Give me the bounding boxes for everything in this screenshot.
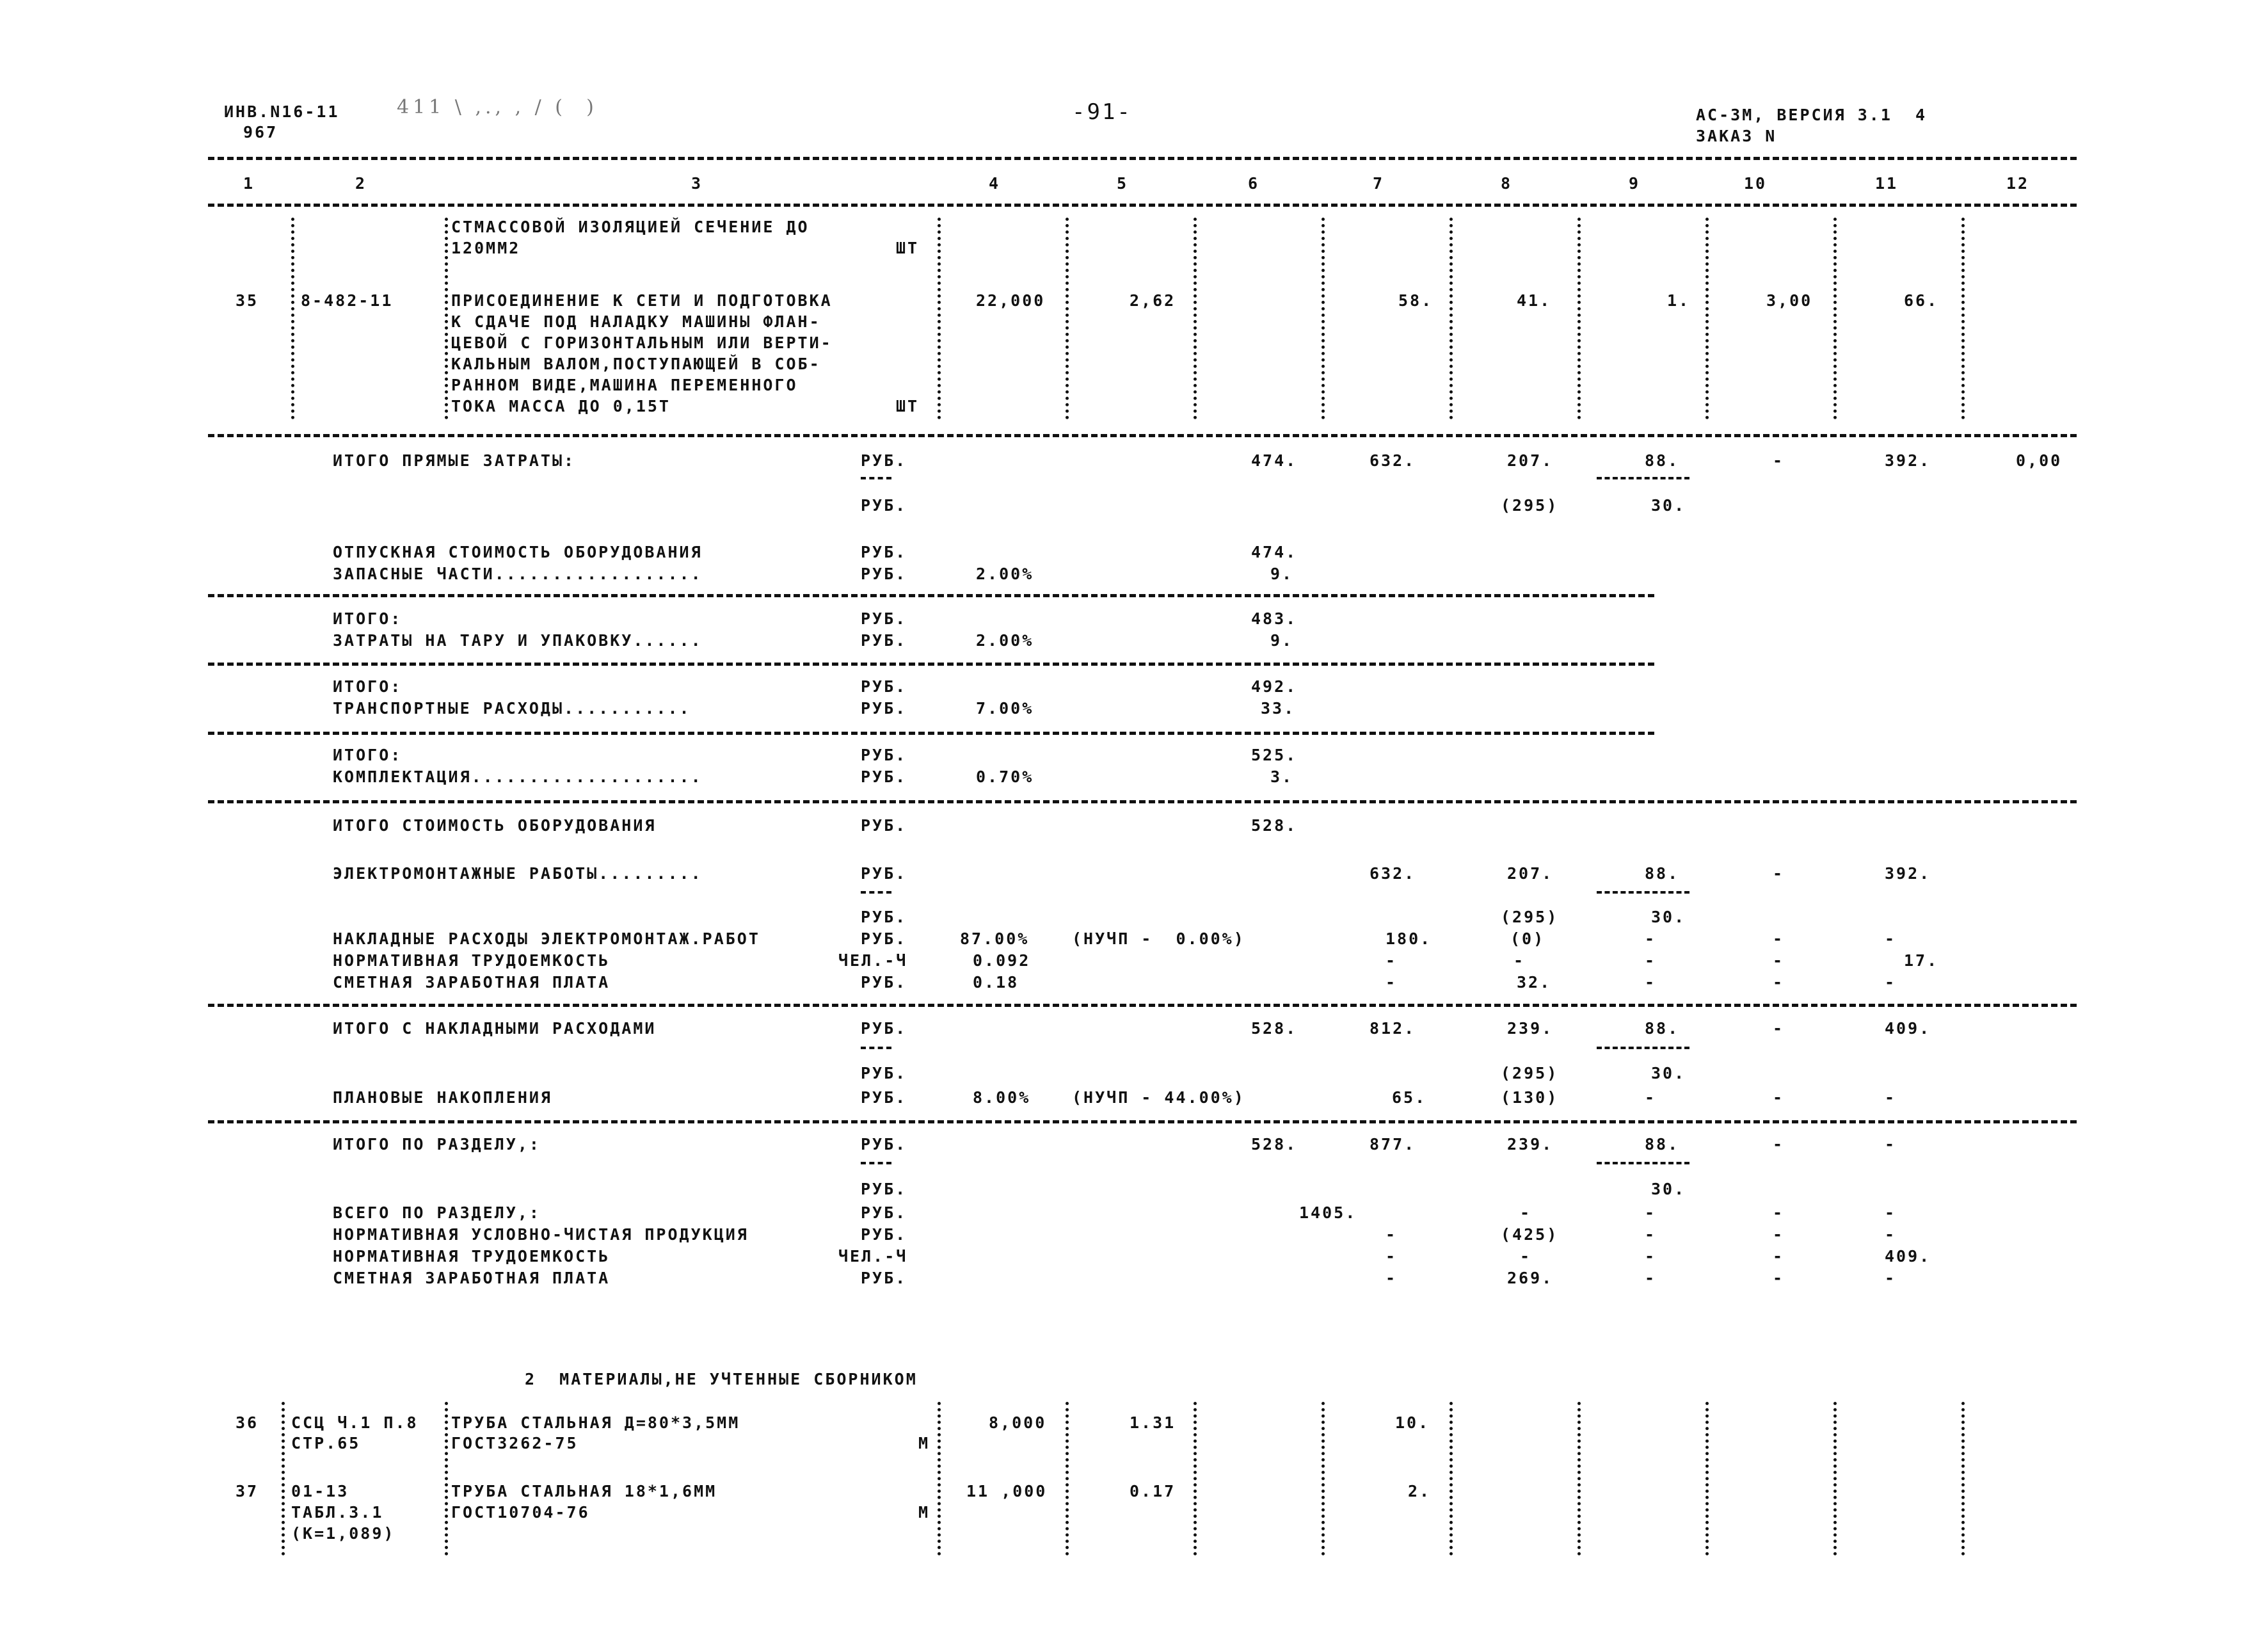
summary-unit: РУБ. <box>861 496 907 515</box>
summary-label: КОМПЛЕКТАЦИЯ.................... <box>333 768 703 786</box>
col9-value: 88. <box>1645 1019 1680 1038</box>
summary-label: ИТОГО ПО РАЗДЕЛУ,: <box>333 1135 541 1154</box>
row-rule <box>208 1120 2077 1123</box>
col6-value: 9. <box>1270 565 1294 583</box>
col7-value: - <box>1386 1225 1398 1244</box>
column-number: 4 <box>989 174 1001 193</box>
row-rule <box>208 594 1654 597</box>
col11-value: 66. <box>1904 291 1939 310</box>
column-separator <box>1066 1402 1072 1556</box>
col10-value: - <box>1773 1247 1785 1266</box>
col7-value: 2. <box>1408 1482 1432 1500</box>
summary-label: ОТПУСКНАЯ СТОИМОСТЬ ОБОРУДОВАНИЯ <box>333 543 703 561</box>
col8-value: (295) <box>1501 1064 1559 1082</box>
column-separator <box>1066 218 1072 419</box>
item-code: СТР.65 <box>291 1434 361 1452</box>
summary-label: НОРМАТИВНАЯ ТРУДОЕМКОСТЬ <box>333 951 611 970</box>
col6-value: 528. <box>1251 1135 1298 1154</box>
unit-underline <box>861 477 891 479</box>
col9-value: 88. <box>1645 864 1680 883</box>
column-number: 1 <box>243 174 255 193</box>
column-header-rule <box>208 204 2077 207</box>
summary-unit: РУБ. <box>861 864 907 883</box>
column-separator <box>1961 218 1968 419</box>
col10-value: - <box>1773 951 1785 970</box>
col11-value: 17. <box>1904 951 1939 970</box>
unit-underline <box>861 1047 891 1049</box>
summary-unit: РУБ. <box>861 1019 907 1038</box>
summary-unit: РУБ. <box>861 1269 907 1287</box>
col10-value: - <box>1773 973 1785 992</box>
summary-unit: РУБ. <box>861 677 907 696</box>
section-title: 2 МАТЕРИАЛЫ,НЕ УЧТЕННЫЕ СБОРНИКОМ <box>525 1370 918 1388</box>
item-text: 120ММ2 <box>451 239 521 257</box>
column-separator <box>1705 218 1712 419</box>
item-text: РАННОМ ВИДЕ,МАШИНА ПЕРЕМЕННОГО <box>451 376 798 394</box>
col11-value: 392. <box>1885 864 1931 883</box>
column-number: 6 <box>1248 174 1260 193</box>
item-text: СТМАССОВОЙ ИЗОЛЯЦИЕЙ СЕЧЕНИЕ ДО <box>451 218 810 236</box>
item-text: ТРУБА СТАЛЬНАЯ 18*1,6ММ <box>451 1482 717 1500</box>
col7-value: 632. <box>1370 451 1416 470</box>
percent-value: 2.00% <box>976 631 1034 650</box>
col11-value: - <box>1885 929 1897 948</box>
col9-value: 88. <box>1645 1135 1680 1154</box>
handwritten-note: 411 \ ,., , / ( ) <box>397 96 598 118</box>
col6-value: 528. <box>1251 816 1298 835</box>
col11-value: 409. <box>1885 1019 1931 1038</box>
summary-unit: РУБ. <box>861 1088 907 1107</box>
quantity-value: 11 ,000 <box>966 1482 1048 1500</box>
col8-value: 239. <box>1507 1135 1554 1154</box>
col8-value: 207. <box>1507 451 1554 470</box>
summary-unit: РУБ. <box>861 929 907 948</box>
column-number: 5 <box>1117 174 1129 193</box>
summary-unit: РУБ. <box>861 768 907 786</box>
summary-unit: РУБ. <box>861 609 907 628</box>
col11-value: - <box>1885 1225 1897 1244</box>
percent-value: 2.00% <box>976 565 1034 583</box>
column-separator <box>1322 1402 1328 1556</box>
item-code: 8-482-11 <box>301 291 394 310</box>
summary-label: ИТОГО: <box>333 609 403 628</box>
column-separator <box>1194 1402 1200 1556</box>
col6-value: 9. <box>1270 631 1294 650</box>
summary-unit: РУБ. <box>861 631 907 650</box>
col8-value: - <box>1513 951 1526 970</box>
col7-value: 65. <box>1392 1088 1427 1107</box>
note-value: (НУЧП - 0.00%) <box>1072 929 1245 948</box>
summary-unit: РУБ. <box>861 565 907 583</box>
col9-value: 88. <box>1645 451 1680 470</box>
col11-value: 409. <box>1885 1247 1931 1266</box>
column-number: 2 <box>355 174 367 193</box>
summary-label: ЭЛЕКТРОМОНТАЖНЫЕ РАБОТЫ......... <box>333 864 703 883</box>
column-separator <box>291 218 298 419</box>
col9-value: - <box>1645 1088 1657 1107</box>
column-separator <box>1449 218 1456 419</box>
column-separator <box>1833 218 1840 419</box>
col9-value: - <box>1645 1269 1657 1287</box>
item-unit: М <box>918 1434 930 1452</box>
col9-value: - <box>1645 951 1657 970</box>
inventory-number-2: 967 <box>243 123 278 141</box>
col8-value: 32. <box>1517 973 1552 992</box>
column-separator <box>1833 1402 1840 1556</box>
quantity-value: 8,000 <box>989 1413 1047 1432</box>
col9-value: 1. <box>1667 291 1691 310</box>
item-code: 01-13 <box>291 1482 349 1500</box>
column-separator <box>1449 1402 1456 1556</box>
value-underline <box>1597 1047 1689 1049</box>
summary-label: ЗАПАСНЫЕ ЧАСТИ.................. <box>333 565 703 583</box>
column-number: 8 <box>1501 174 1513 193</box>
col8-value: (295) <box>1501 496 1559 515</box>
inventory-number: ИНВ.N16-11 <box>224 102 340 121</box>
summary-unit: РУБ. <box>861 699 907 718</box>
col10-value: - <box>1773 929 1785 948</box>
col8-value: 239. <box>1507 1019 1554 1038</box>
column-number: 9 <box>1629 174 1641 193</box>
summary-unit: РУБ. <box>861 1135 907 1154</box>
summary-label: НАКЛАДНЫЕ РАСХОДЫ ЭЛЕКТРОМОНТАЖ.РАБОТ <box>333 929 760 948</box>
column-separator <box>1961 1402 1968 1556</box>
note-value: (НУЧП - 44.00%) <box>1072 1088 1245 1107</box>
summary-label: ВСЕГО ПО РАЗДЕЛУ,: <box>333 1203 541 1222</box>
item-text: К СДАЧЕ ПОД НАЛАДКУ МАШИНЫ ФЛАН- <box>451 312 821 331</box>
percent-value: 87.00% <box>960 929 1030 948</box>
item-code: (К=1,089) <box>291 1524 395 1543</box>
col7-value: 58. <box>1398 291 1433 310</box>
col7-value: - <box>1386 951 1398 970</box>
col9-value: - <box>1645 1203 1657 1222</box>
col8-value: - <box>1520 1203 1532 1222</box>
item-text: ЦЕВОЙ С ГОРИЗОНТАЛЬНЫМ ИЛИ ВЕРТИ- <box>451 334 833 352</box>
column-separator <box>1705 1402 1712 1556</box>
item-text: ТОКА МАССА ДО 0,15Т <box>451 397 671 415</box>
version-label: АС-3М, ВЕРСИЯ 3.1 4 <box>1696 106 1928 124</box>
unit-underline <box>861 1162 891 1164</box>
col12-value: 0,00 <box>2016 451 2063 470</box>
col10-value: - <box>1773 864 1785 883</box>
col11-value: 392. <box>1885 451 1931 470</box>
item-unit: ШТ <box>896 397 920 415</box>
summary-label: ПЛАНОВЫЕ НАКОПЛЕНИЯ <box>333 1088 552 1107</box>
summary-label: ИТОГО СТОИМОСТЬ ОБОРУДОВАНИЯ <box>333 816 657 835</box>
summary-unit: РУБ. <box>861 1064 907 1082</box>
summary-unit: РУБ. <box>861 1225 907 1244</box>
col11-value: - <box>1885 973 1897 992</box>
item-text: КАЛЬНЫМ ВАЛОМ,ПОСТУПАЮЩЕЙ В СОБ- <box>451 355 821 373</box>
col10-value: - <box>1773 1225 1785 1244</box>
value-underline <box>1597 477 1689 479</box>
order-label: ЗАКАЗ N <box>1696 127 1777 145</box>
column-separator <box>445 218 451 419</box>
column-separator <box>938 218 944 419</box>
col7-value: 10. <box>1395 1413 1430 1432</box>
col6-value: 528. <box>1251 1019 1298 1038</box>
column-number: 11 <box>1875 174 1899 193</box>
col7-value: 812. <box>1370 1019 1416 1038</box>
col10-value: - <box>1773 1135 1785 1154</box>
col9-value: - <box>1645 929 1657 948</box>
summary-unit: РУБ. <box>861 543 907 561</box>
value-underline <box>1597 1162 1689 1164</box>
col6-value: 474. <box>1251 451 1298 470</box>
col9-value: 30. <box>1651 908 1686 926</box>
summary-label: СМЕТНАЯ ЗАРАБОТНАЯ ПЛАТА <box>333 1269 611 1287</box>
column-separator <box>1322 218 1328 419</box>
col11-value: - <box>1885 1135 1897 1154</box>
col10-value: - <box>1773 451 1785 470</box>
column-number: 10 <box>1744 174 1768 193</box>
item-code: ТАБЛ.3.1 <box>291 1503 384 1522</box>
unit-underline <box>861 891 891 894</box>
col8-value: (295) <box>1501 908 1559 926</box>
summary-unit: ЧЕЛ.-Ч <box>838 951 908 970</box>
summary-label: СМЕТНАЯ ЗАРАБОТНАЯ ПЛАТА <box>333 973 611 992</box>
col8-value: (425) <box>1501 1225 1559 1244</box>
row-rule <box>208 663 1654 666</box>
col7-value: 877. <box>1370 1135 1416 1154</box>
col7-value: - <box>1386 973 1398 992</box>
percent-value: 8.00% <box>973 1088 1031 1107</box>
summary-unit: РУБ. <box>861 746 907 764</box>
col9-value: - <box>1645 1225 1657 1244</box>
column-number: 3 <box>691 174 703 193</box>
row-rule <box>208 732 1654 735</box>
section-rule <box>208 434 2077 437</box>
col6-value: 492. <box>1251 677 1298 696</box>
col11-value: - <box>1885 1203 1897 1222</box>
summary-unit: РУБ. <box>861 1203 907 1222</box>
item-number: 35 <box>236 291 259 310</box>
col9-value: 30. <box>1651 1180 1686 1198</box>
summary-label: ИТОГО ПРЯМЫЕ ЗАТРАТЫ: <box>333 451 576 470</box>
col6-value: 474. <box>1251 543 1298 561</box>
item-number: 36 <box>236 1413 259 1432</box>
summary-label: НОРМАТИВНАЯ ТРУДОЕМКОСТЬ <box>333 1247 611 1266</box>
percent-value: 0.70% <box>976 768 1034 786</box>
col10-value: - <box>1773 1088 1785 1107</box>
col6-value: 33. <box>1261 699 1296 718</box>
summary-unit: РУБ. <box>861 451 907 470</box>
item-unit: ШТ <box>896 239 920 257</box>
col6-value: 3. <box>1270 768 1294 786</box>
percent-value: 7.00% <box>976 699 1034 718</box>
column-separator <box>1577 218 1584 419</box>
col8-value: (130) <box>1501 1088 1559 1107</box>
row-rule <box>208 800 2077 803</box>
column-number: 7 <box>1373 174 1385 193</box>
item-unit: М <box>918 1503 930 1522</box>
value-underline <box>1597 891 1689 894</box>
row-rule <box>208 1004 2077 1007</box>
col10-value: 3,00 <box>1766 291 1813 310</box>
col6-value: 1405. <box>1299 1203 1357 1222</box>
item-text: ГОСТ10704-76 <box>451 1503 590 1522</box>
summary-label: ИТОГО: <box>333 746 403 764</box>
price-value: 2,62 <box>1130 291 1176 310</box>
price-value: 1.31 <box>1130 1413 1176 1432</box>
col6-value: 525. <box>1251 746 1298 764</box>
item-text: ГОСТ3262-75 <box>451 1434 579 1452</box>
price-value: 0.17 <box>1130 1482 1176 1500</box>
col11-value: - <box>1885 1269 1897 1287</box>
column-separator <box>1577 1402 1584 1556</box>
item-text: ПРИСОЕДИНЕНИЕ К СЕТИ И ПОДГОТОВКА <box>451 291 833 310</box>
item-code: ССЦ Ч.1 П.8 <box>291 1413 419 1432</box>
col7-value: 632. <box>1370 864 1416 883</box>
col8-value: 207. <box>1507 864 1554 883</box>
item-text: ТРУБА СТАЛЬНАЯ Д=80*3,5ММ <box>451 1413 740 1432</box>
summary-label: ИТОГО С НАКЛАДНЫМИ РАСХОДАМИ <box>333 1019 657 1038</box>
col10-value: - <box>1773 1019 1785 1038</box>
column-number: 12 <box>2006 174 2030 193</box>
col8-value: - <box>1520 1247 1532 1266</box>
quantity-value: 22,000 <box>976 291 1046 310</box>
page-number: -91- <box>1072 99 1132 125</box>
percent-value: 0.092 <box>973 951 1031 970</box>
col9-value: 30. <box>1651 496 1686 515</box>
col10-value: - <box>1773 1269 1785 1287</box>
col8-value: (0) <box>1510 929 1545 948</box>
col9-value: 30. <box>1651 1064 1686 1082</box>
col7-value: - <box>1386 1269 1398 1287</box>
col9-value: - <box>1645 1247 1657 1266</box>
col7-value: - <box>1386 1247 1398 1266</box>
summary-unit: РУБ. <box>861 908 907 926</box>
column-separator <box>1194 218 1200 419</box>
column-separator <box>282 1402 288 1556</box>
summary-label: ИТОГО: <box>333 677 403 696</box>
summary-unit: РУБ. <box>861 973 907 992</box>
col8-value: 269. <box>1507 1269 1554 1287</box>
col7-value: 180. <box>1386 929 1432 948</box>
item-number: 37 <box>236 1482 259 1500</box>
col10-value: - <box>1773 1203 1785 1222</box>
col11-value: - <box>1885 1088 1897 1107</box>
summary-label: ТРАНСПОРТНЫЕ РАСХОДЫ........... <box>333 699 691 718</box>
col8-value: 41. <box>1517 291 1552 310</box>
col6-value: 483. <box>1251 609 1298 628</box>
col9-value: - <box>1645 973 1657 992</box>
percent-value: 0.18 <box>973 973 1019 992</box>
summary-unit: РУБ. <box>861 1180 907 1198</box>
column-separator <box>938 1402 944 1556</box>
summary-unit: РУБ. <box>861 816 907 835</box>
summary-label: НОРМАТИВНАЯ УСЛОВНО-ЧИСТАЯ ПРОДУКЦИЯ <box>333 1225 749 1244</box>
summary-unit: ЧЕЛ.-Ч <box>838 1247 908 1266</box>
column-separator <box>445 1402 451 1556</box>
header-rule <box>208 157 2077 160</box>
summary-label: ЗАТРАТЫ НА ТАРУ И УПАКОВКУ...... <box>333 631 703 650</box>
